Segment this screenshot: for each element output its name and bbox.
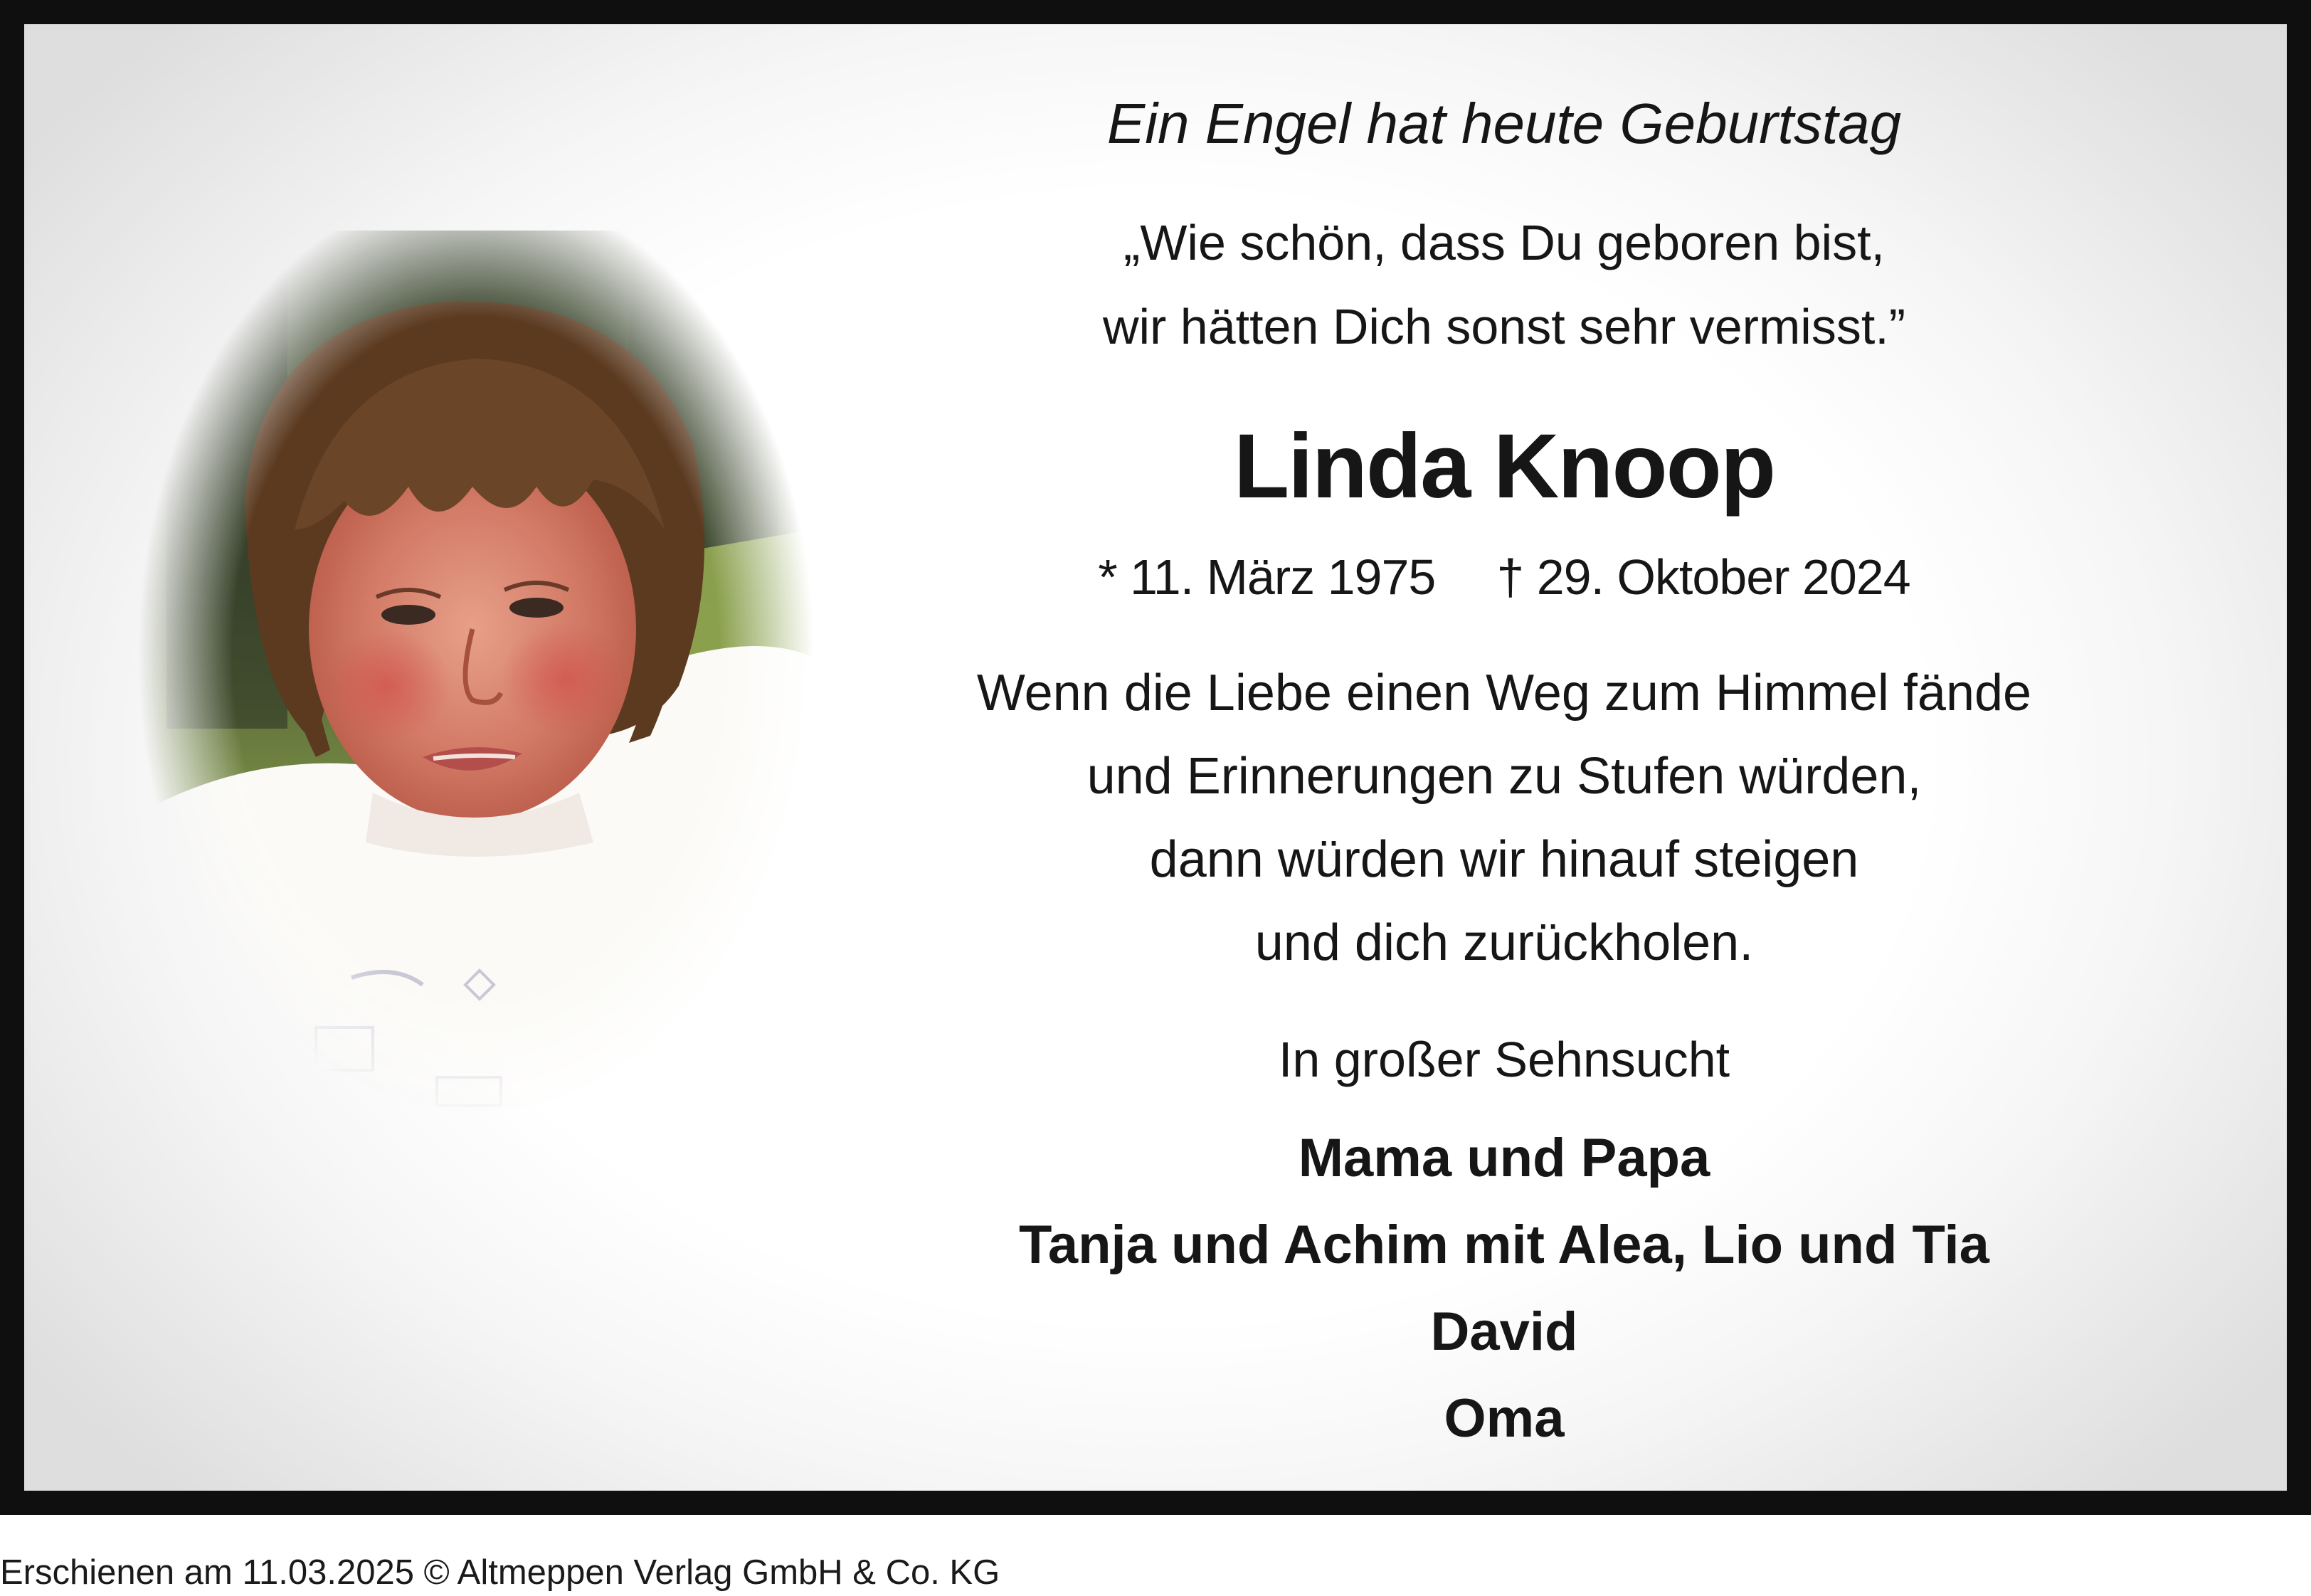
mourner-line: Mama und Papa	[1298, 1128, 1710, 1188]
publication-footer: Erschienen am 11.03.2025 © Altmeppen Verlag GmbH & Co. KG	[0, 1553, 1000, 1592]
mourner-line: Oma	[1444, 1388, 1565, 1449]
birth-date: * 11. März 1975	[1098, 549, 1436, 605]
quote-line-2: wir hätten Dich sonst sehr vermisst.”	[1102, 299, 1906, 354]
verse-line: und dich zurückholen.	[1254, 914, 1754, 971]
headline: Ein Engel hat heute Geburtstag	[1106, 92, 1902, 155]
notice-text-column	[906, 24, 2102, 1491]
closing-phrase: In großer Sehnsucht	[1278, 1032, 1730, 1087]
verse-line: Wenn die Liebe einen Weg zum Himmel fände	[976, 665, 2032, 722]
deceased-name: Linda Knoop	[1233, 416, 1775, 517]
notice-content	[24, 24, 2287, 1491]
mourner-line: Tanja und Achim mit Alea, Lio und Tia	[1019, 1215, 1989, 1275]
verse-line: dann würden wir hinauf steigen	[1149, 831, 1859, 888]
mourner-line: David	[1430, 1301, 1578, 1362]
verse-line: und Erinnerungen zu Stufen würden,	[1086, 748, 1922, 805]
life-dates	[906, 549, 2102, 605]
portrait-photo	[138, 231, 814, 1134]
death-date: † 29. Oktober 2024	[1496, 549, 1910, 605]
quote-line-1: „Wie schön, dass Du geboren bist,	[1123, 215, 1885, 270]
